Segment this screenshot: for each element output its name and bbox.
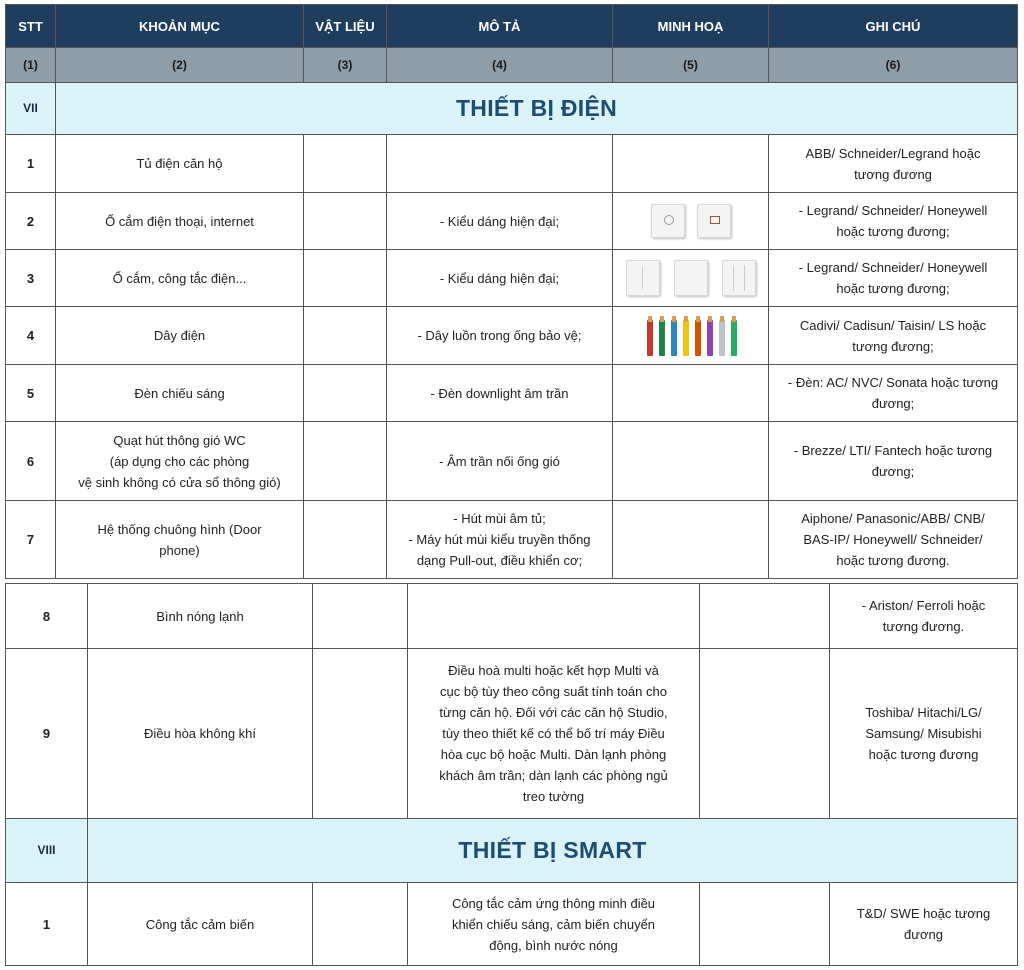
text-line: Samsung/ Misubishi xyxy=(865,726,982,741)
text-line: - Brezze/ LTI/ Fantech hoặc tương xyxy=(793,443,993,458)
row-number: 8 xyxy=(6,584,88,649)
row-number: 5 xyxy=(6,365,56,422)
wire-copper-tip xyxy=(684,316,688,322)
text-line: - Ariston/ Ferroli hoặc xyxy=(861,598,986,613)
illustration-cell xyxy=(700,883,830,966)
material-cell xyxy=(304,307,387,365)
wire-strand xyxy=(695,320,701,356)
text-line: Ổ cắm điện thoại, internet xyxy=(105,213,254,229)
wire-copper-tip xyxy=(720,316,724,322)
wire-strand xyxy=(659,320,665,356)
table-row xyxy=(6,584,1018,649)
wire-strand xyxy=(647,320,653,356)
section-row-smart xyxy=(6,819,1018,883)
text-line: Tủ điện căn hộ xyxy=(136,156,223,171)
material-cell xyxy=(304,135,387,193)
section-number: VIII xyxy=(6,819,88,883)
text-line: hoặc tương đương. xyxy=(836,553,950,568)
section-title: THIẾT BỊ ĐIỆN xyxy=(56,83,1018,135)
text-line: đương; xyxy=(871,396,915,411)
text-line: khách âm trần; dàn lạnh các phòng ngủ xyxy=(439,768,668,783)
text-line: Điều hoà multi hoặc kết hợp Multi và xyxy=(448,663,659,678)
description-cell xyxy=(408,883,700,966)
section-number: VII xyxy=(6,83,56,135)
text-line: Công tắc cảm ứng thông minh điều xyxy=(451,895,656,911)
text-line: Quạt hút thông gió WC xyxy=(113,432,246,448)
text-line: Cadivi/ Cadisun/ Taisin/ LS hoặc xyxy=(799,317,987,333)
text-line: treo tường xyxy=(522,789,585,804)
text-line: - Kiểu dáng hiện đại; xyxy=(439,213,560,229)
wire-strand xyxy=(719,320,725,356)
table-row xyxy=(6,193,1018,250)
item-cell xyxy=(88,883,313,966)
text-line: hoặc tương đương xyxy=(868,747,979,762)
illustration-cell xyxy=(700,649,830,819)
item-cell xyxy=(56,193,304,250)
text-line: Toshiba/ Hitachi/LG/ xyxy=(865,705,982,720)
header-stt: STT xyxy=(6,5,56,48)
note-cell xyxy=(830,883,1018,966)
text-line: động, bình nước nóng xyxy=(489,937,618,953)
item-cell xyxy=(56,250,304,307)
description-cell xyxy=(387,501,613,579)
text-line: Aiphone/ Panasonic/ABB/ CNB/ xyxy=(801,511,985,526)
note-cell xyxy=(769,250,1018,307)
note-cell xyxy=(769,307,1018,365)
text-line: BAS-IP/ Honeywell/ Schneider/ xyxy=(803,532,983,547)
text-line: hòa cục bộ hoặc Multi. Dàn lạnh phòng xyxy=(440,747,667,762)
text-line: Điều hòa không khí xyxy=(143,726,257,741)
material-cell xyxy=(313,584,408,649)
blank-switch-icon xyxy=(674,260,708,296)
row-number: 7 xyxy=(6,501,56,579)
header-note: GHI CHÚ xyxy=(769,5,1018,48)
row-number: 1 xyxy=(6,883,88,966)
text-line: - Kiểu dáng hiện đại; xyxy=(439,270,560,286)
colnum: (4) xyxy=(387,48,613,83)
material-cell xyxy=(304,250,387,307)
note-cell xyxy=(830,584,1018,649)
internet-socket-icon xyxy=(697,204,731,238)
header-illustration: MINH HOẠ xyxy=(613,5,769,48)
colnum: (5) xyxy=(613,48,769,83)
illustration-cell xyxy=(613,307,769,365)
illustration-cell xyxy=(700,584,830,649)
text-line: Đèn chiếu sáng xyxy=(134,385,225,401)
text-line: tương đương; xyxy=(852,338,934,354)
colnum: (1) xyxy=(6,48,56,83)
item-cell xyxy=(56,307,304,365)
text-line: Dây điện xyxy=(153,328,206,343)
item-cell xyxy=(56,501,304,579)
row-number: 6 xyxy=(6,422,56,501)
illustration-cell xyxy=(613,365,769,422)
wire-strand xyxy=(707,320,713,356)
row-number: 9 xyxy=(6,649,88,819)
row-number: 2 xyxy=(6,193,56,250)
text-line: tương đương. xyxy=(882,619,965,634)
equipment-table-part2 xyxy=(5,583,1018,966)
note-cell xyxy=(769,422,1018,501)
triple-switch-icon xyxy=(722,260,756,296)
item-cell xyxy=(88,584,313,649)
single-switch-icon xyxy=(626,260,660,296)
colnum: (6) xyxy=(769,48,1018,83)
header-description: MÔ TẢ xyxy=(387,5,613,48)
note-cell xyxy=(769,501,1018,579)
material-cell xyxy=(304,501,387,579)
wire-copper-tip xyxy=(672,316,676,322)
text-line: hoặc tương đương; xyxy=(836,224,950,239)
text-line: Ổ cắm, công tắc điện... xyxy=(112,270,247,286)
wire-copper-tip xyxy=(648,316,652,322)
header-row xyxy=(6,5,1018,48)
text-line: từng căn hộ. Đối với các căn hộ Studio, xyxy=(439,705,668,720)
table-row xyxy=(6,365,1018,422)
text-line: - Hút mùi âm tủ; xyxy=(453,511,546,526)
text-line: - Đèn: AC/ NVC/ Sonata hoặc tương xyxy=(787,375,999,390)
electric-wires-icon xyxy=(641,314,741,358)
section-row-electrical xyxy=(6,83,1018,135)
text-line: tùy theo thiết kế có thể bố trí máy Điều xyxy=(442,726,665,741)
text-line: đương; xyxy=(871,464,915,479)
column-number-row xyxy=(6,48,1018,83)
text-line: - Đèn downlight âm trần xyxy=(430,385,569,401)
row-number: 3 xyxy=(6,250,56,307)
material-cell xyxy=(313,883,408,966)
wire-strand xyxy=(671,320,677,356)
table-row xyxy=(6,307,1018,365)
item-cell xyxy=(56,365,304,422)
row-number: 4 xyxy=(6,307,56,365)
text-line: (áp dụng cho các phòng xyxy=(109,453,250,469)
colnum: (2) xyxy=(56,48,304,83)
illustration-cell xyxy=(613,422,769,501)
illustration-cell xyxy=(613,250,769,307)
description-cell xyxy=(387,365,613,422)
item-cell xyxy=(88,649,313,819)
text-line: T&D/ SWE hoặc tương xyxy=(856,906,991,921)
description-cell xyxy=(387,135,613,193)
text-line: - Legrand/ Schneider/ Honeywell xyxy=(798,203,988,218)
description-cell xyxy=(387,422,613,501)
text-line: cục bộ tùy theo công suất tính toán cho xyxy=(440,684,667,699)
section-title: THIẾT BỊ SMART xyxy=(88,819,1018,883)
description-cell xyxy=(387,193,613,250)
phone-socket-icon xyxy=(651,204,685,238)
description-cell xyxy=(387,250,613,307)
note-cell xyxy=(769,193,1018,250)
illustration-cell xyxy=(613,135,769,193)
text-line: - Legrand/ Schneider/ Honeywell xyxy=(798,260,988,275)
row-number: 1 xyxy=(6,135,56,193)
text-line: - Dây luồn trong ống bảo vệ; xyxy=(417,328,582,343)
description-cell xyxy=(408,584,700,649)
table-row xyxy=(6,883,1018,966)
illustration-cell xyxy=(613,193,769,250)
description-cell xyxy=(408,649,700,819)
wire-strand xyxy=(731,320,737,356)
table-row xyxy=(6,422,1018,501)
text-line: hoặc tương đương; xyxy=(836,281,950,296)
table-row xyxy=(6,649,1018,819)
wire-copper-tip xyxy=(732,316,736,322)
text-line: tương đương xyxy=(854,166,932,182)
text-line: dạng Pull-out, điều khiển cơ; xyxy=(416,553,583,568)
illustration-cell xyxy=(613,501,769,579)
wire-copper-tip xyxy=(660,316,664,322)
item-cell xyxy=(56,422,304,501)
header-material: VẬT LIỆU xyxy=(304,5,387,48)
table-row xyxy=(6,250,1018,307)
equipment-table-part1 xyxy=(5,4,1018,579)
text-line: khiển chiếu sáng, cảm biến chuyển xyxy=(451,916,656,932)
material-cell xyxy=(304,365,387,422)
text-line: - Âm trần nối ống gió xyxy=(439,453,560,469)
text-line: Công tắc cảm biến xyxy=(145,916,255,932)
text-line: Hệ thống chuông hình (Door xyxy=(97,521,262,537)
note-cell xyxy=(769,365,1018,422)
wire-copper-tip xyxy=(708,316,712,322)
wire-copper-tip xyxy=(696,316,700,322)
item-cell xyxy=(56,135,304,193)
material-cell xyxy=(313,649,408,819)
text-line: phone) xyxy=(159,542,200,558)
header-item: KHOẢN MỤC xyxy=(56,5,304,48)
material-cell xyxy=(304,193,387,250)
table-row xyxy=(6,501,1018,579)
wire-strand xyxy=(683,320,689,356)
text-line: ABB/ Schneider/Legrand hoặc xyxy=(805,145,981,161)
text-line: - Máy hút mùi kiểu truyền thống xyxy=(408,532,591,547)
table-row xyxy=(6,135,1018,193)
material-cell xyxy=(304,422,387,501)
text-line: Bình nóng lạnh xyxy=(156,608,244,624)
text-line: vệ sinh không có cửa sổ thông gió) xyxy=(78,474,281,490)
text-line: đương xyxy=(904,927,943,942)
description-cell xyxy=(387,307,613,365)
colnum: (3) xyxy=(304,48,387,83)
note-cell xyxy=(830,649,1018,819)
note-cell xyxy=(769,135,1018,193)
